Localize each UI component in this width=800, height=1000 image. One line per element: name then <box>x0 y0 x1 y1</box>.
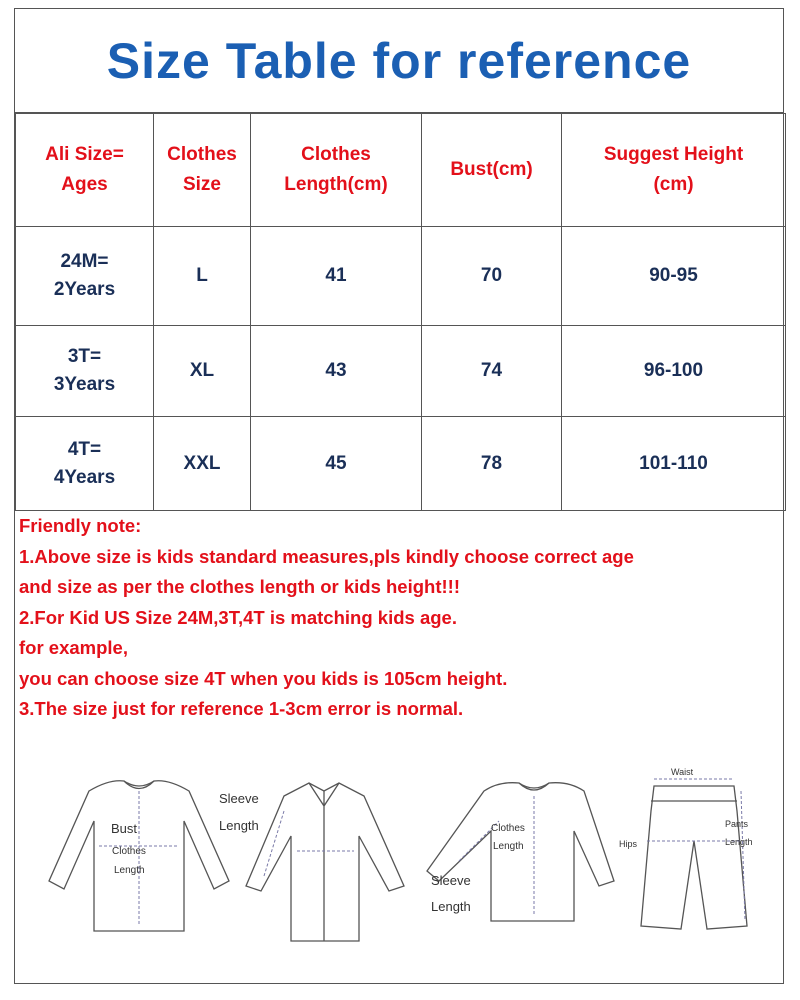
table-row <box>16 227 786 326</box>
label-sleeve: Sleeve <box>219 791 259 806</box>
cell-length: 45 <box>251 417 422 511</box>
label-clothes: Clothes <box>491 823 525 834</box>
friendly-note <box>19 511 784 725</box>
cell-height: 96-100 <box>562 326 786 417</box>
shirt-sketch <box>246 783 404 941</box>
cell-bust: 70 <box>422 227 562 326</box>
label-pants: Pants <box>725 819 749 829</box>
size-chart-frame <box>14 8 784 984</box>
cell-bust: 74 <box>422 326 562 417</box>
note-line: you can choose size 4T when you kids is 105cm height. <box>19 667 508 689</box>
label-length: Length <box>725 837 753 847</box>
cell-length: 43 <box>251 326 422 417</box>
measurement-diagrams <box>29 751 779 971</box>
label-sleeve: Sleeve <box>431 873 471 888</box>
note-line: 2.For Kid US Size 24M,3T,4T is matching kids age. <box>19 606 457 628</box>
header-ali-size: Ali Size= Ages <box>16 114 154 227</box>
header-suggest-height: Suggest Height (cm) <box>562 114 786 227</box>
cell-height: 101-110 <box>562 417 786 511</box>
page-title: Size Table for reference <box>15 9 783 113</box>
note-line: for example, <box>19 637 128 658</box>
note-line: and size as per the clothes length or kids height!!! <box>19 576 460 597</box>
cell-age: 4T= 4Years <box>16 417 154 511</box>
table-row <box>16 326 786 417</box>
cell-bust: 78 <box>422 417 562 511</box>
cell-height: 90-95 <box>562 227 786 326</box>
label-length: Length <box>431 899 471 914</box>
garment-sketches <box>29 751 779 971</box>
cell-size: L <box>154 227 251 326</box>
table-row <box>16 417 786 511</box>
label-length: Length <box>219 818 259 833</box>
cell-age: 24M= 2Years <box>16 227 154 326</box>
pants-sketch <box>641 786 747 929</box>
label-clothes: Clothes <box>112 846 146 857</box>
cell-age: 3T= 3Years <box>16 326 154 417</box>
note-line: 3.The size just for reference 1-3cm error is normal. <box>19 698 464 719</box>
label-bust: Bust <box>111 821 138 836</box>
label-length: Length <box>493 841 524 852</box>
note-heading: Friendly note: <box>19 515 142 536</box>
table-header-row <box>16 114 786 227</box>
cell-size: XL <box>154 326 251 417</box>
size-table <box>15 113 786 511</box>
header-clothes-size: Clothes Size <box>154 114 251 227</box>
cell-length: 41 <box>251 227 422 326</box>
header-clothes-length: Clothes Length(cm) <box>251 114 422 227</box>
label-length: Length <box>114 865 145 876</box>
label-hips: Hips <box>619 839 638 849</box>
note-line: 1.Above size is kids standard measures,pls kindly choose correct age <box>19 545 634 567</box>
label-waist: Waist <box>671 767 694 777</box>
cell-size: XXL <box>154 417 251 511</box>
header-bust: Bust(cm) <box>422 114 562 227</box>
